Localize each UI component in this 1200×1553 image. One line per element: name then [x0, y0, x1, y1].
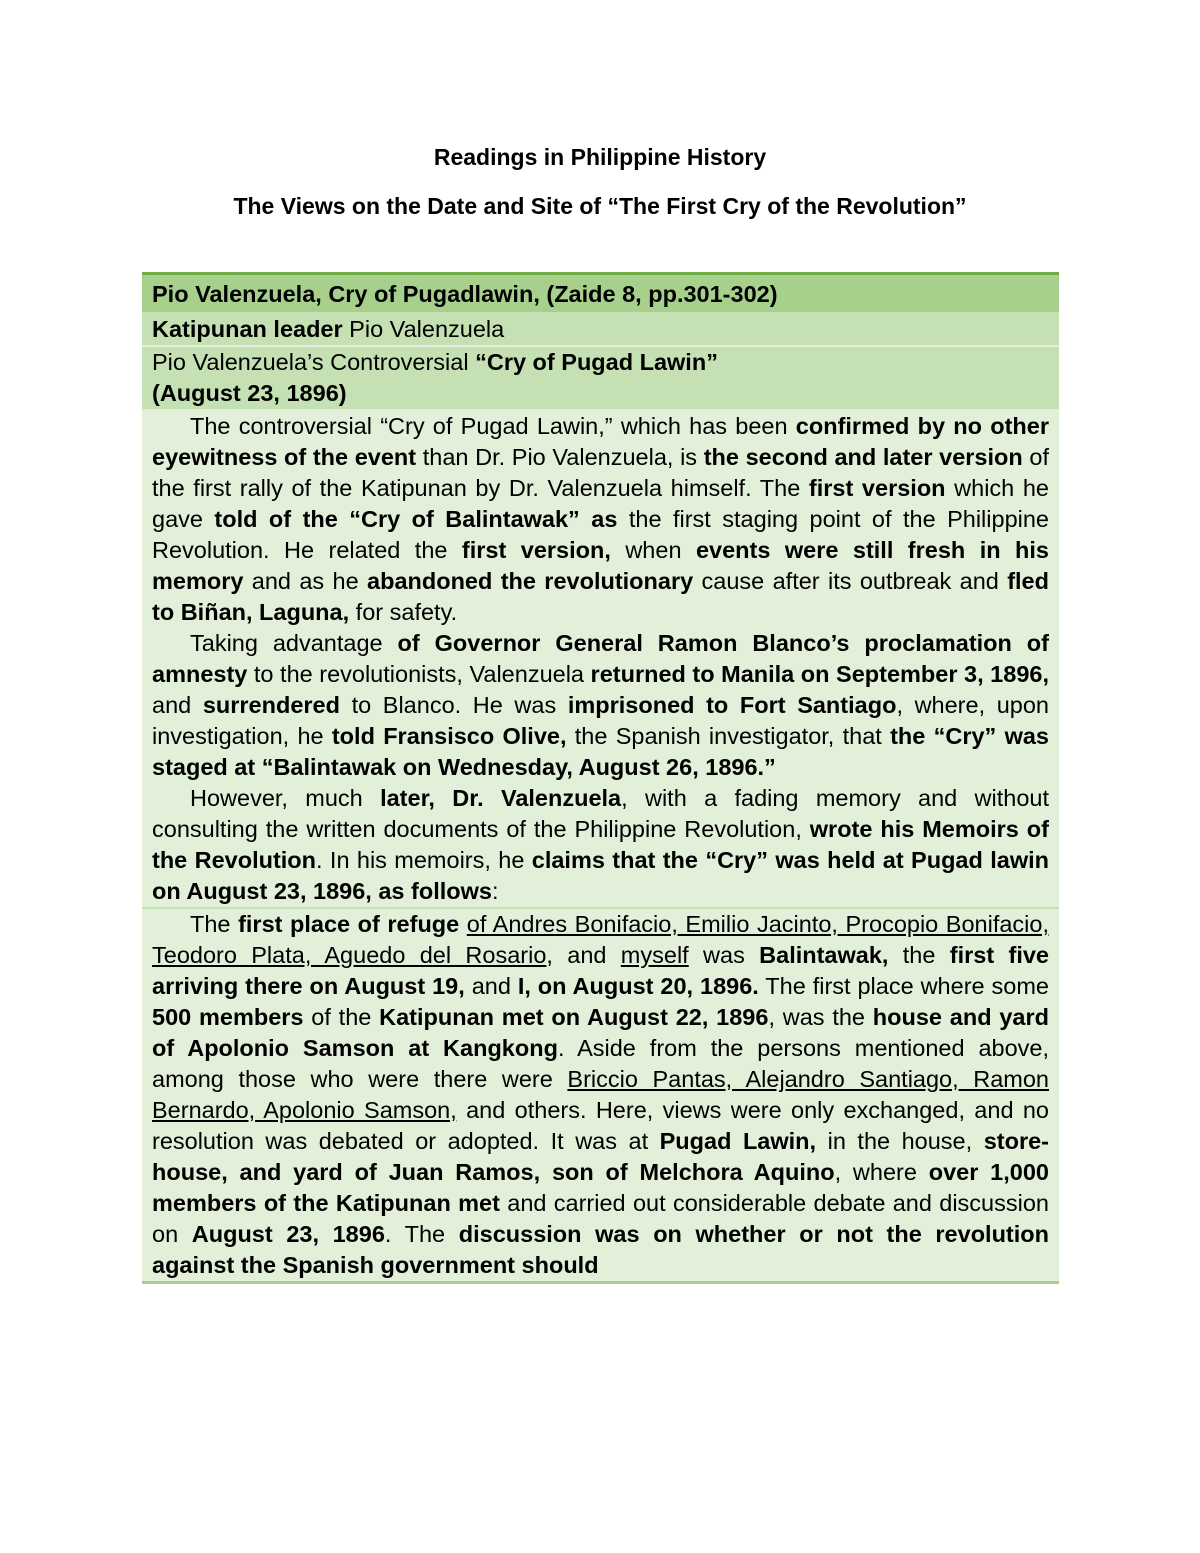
text-run-bold: first place of refuge — [238, 911, 460, 937]
text-run: and others. Here, views were only exchanged, and no resolution was debated or adopted. It was at — [152, 1097, 1049, 1154]
text-run-bold: first version — [808, 475, 946, 501]
text-run-bold: wrote his Memoirs of the Revolution — [152, 816, 1049, 873]
text-run-bold: later, Dr. Valenzuela — [380, 785, 622, 811]
text-run-bold: 500 members — [152, 1004, 304, 1030]
table-row — [142, 410, 1059, 908]
course-title: Readings in Philippine History — [433, 144, 767, 170]
text-run: Taking advantage — [190, 630, 398, 656]
text-run: and — [152, 692, 203, 718]
text-run: However, much — [190, 785, 381, 811]
cry-heading-name: “Cry of Pugad Lawin” — [475, 349, 718, 375]
text-run: . In his memoirs, he — [316, 847, 532, 873]
narrative-cell — [142, 410, 1059, 908]
text-run — [459, 911, 467, 937]
paragraph-2 — [152, 628, 1049, 783]
text-run: , with a fading memory and without consulting the written documents of the Philippine Revolution, — [152, 785, 1050, 842]
text-run-bold: house and yard of Apolonio Samson at Kangkong — [152, 1004, 1049, 1061]
text-run-bold: first five arriving there on August 19, — [152, 942, 1049, 999]
source-heading: Pio Valenzuela, Cry of Pugadlawin, (Zaide 8, pp.301-302) — [152, 281, 778, 307]
text-run: cause after its outbreak and — [693, 568, 1008, 594]
text-run: of the first rally of the Katipunan by Dr. Valenzuela himself. The — [152, 444, 1049, 501]
text-run-bold: of Governor General Ramon Blanco’s proclamation of amnesty — [152, 630, 1049, 687]
cry-heading-prefix: Pio Valenzuela’s Controversial — [152, 349, 476, 375]
text-run: was — [688, 942, 760, 968]
text-run-bold: fled to Biñan, Laguna, — [152, 568, 1049, 625]
text-run: and as he — [243, 568, 368, 594]
paragraph-1 — [152, 411, 1049, 628]
text-run: the — [888, 942, 950, 968]
source-heading-cell — [142, 274, 1059, 314]
text-run: : — [491, 878, 499, 904]
text-run-bold: events were still fresh in his memory — [152, 537, 1050, 594]
text-run-bold: confirmed by no other eyewitness of the event — [152, 413, 1049, 470]
text-run: , where, upon investigation, he — [152, 692, 1049, 749]
leader-label: Katipunan leader — [152, 316, 343, 342]
text-run: the first staging point of the Philippine Revolution. He related the — [152, 506, 1049, 563]
text-run: The — [190, 911, 239, 937]
text-run-bold: the second and later version — [703, 444, 1023, 470]
text-run-bold: imprisoned to Fort Santiago — [567, 692, 897, 718]
text-run-bold: returned to Manila on September 3, 1896, — [590, 661, 1049, 687]
text-run-bold: claims that the “Cry” was held at Pugad lawin on August 23, 1896, as follows — [152, 847, 1049, 904]
text-run-bold: I, on August 20, 1896. — [517, 973, 759, 999]
text-run: of the — [303, 1004, 380, 1030]
text-run-bold: store-house, and yard of Juan Ramos, son of Melchora Aquino — [152, 1128, 1049, 1185]
text-run-bold: abandoned the revolutionary — [367, 568, 694, 594]
topic-title: The Views on the Date and Site of “The First Cry of the Revolution” — [233, 193, 967, 219]
text-run: The controversial “Cry of Pugad Lawin,” which has been — [190, 413, 796, 439]
text-run: and — [464, 973, 518, 999]
text-run: the Spanish investigator, that — [566, 723, 891, 749]
table-row — [142, 908, 1059, 1283]
text-run: to the revolutionists, Valenzuela — [247, 661, 591, 687]
text-run: than Dr. Pio Valenzuela, is — [416, 444, 704, 470]
text-run: to Blanco. He was — [339, 692, 568, 718]
text-run: in the house, — [816, 1128, 984, 1154]
reading-table — [142, 272, 1059, 1284]
table-row — [142, 346, 1059, 410]
text-run: The first place where some — [758, 973, 1049, 999]
table-row — [142, 274, 1059, 314]
text-run-bold: over 1,000 members of the Katipunan met — [152, 1159, 1049, 1216]
cry-heading-cell — [142, 346, 1059, 410]
table-row — [142, 313, 1059, 346]
text-run: which he gave — [152, 475, 1049, 532]
text-run: , was the — [768, 1004, 873, 1030]
cry-heading-date: (August 23, 1896) — [152, 380, 347, 406]
text-run-bold: told Fransisco Olive, — [331, 723, 567, 749]
text-run-bold: Katipunan met on August 22, 1896 — [379, 1004, 769, 1030]
paragraph-4 — [152, 909, 1049, 1281]
text-run-bold: surrendered — [202, 692, 340, 718]
text-run: , and — [546, 942, 621, 968]
text-run-bold: first version, — [461, 537, 611, 563]
leader-cell — [142, 313, 1059, 346]
text-run-bold: told of the “Cry of Balintawak” as — [214, 506, 618, 532]
text-run: , where — [834, 1159, 929, 1185]
text-run: . The — [384, 1221, 459, 1247]
text-run-bold: August 23, 1896 — [191, 1221, 385, 1247]
text-run: for safety. — [349, 599, 458, 625]
text-run-bold: the “Cry” was staged at “Balintawak on Wednesday, August 26, 1896.” — [152, 723, 1049, 780]
text-run-bold: Pugad Lawin, — [659, 1128, 817, 1154]
text-run: and carried out considerable debate and discussion on — [152, 1190, 1049, 1247]
text-run-bold: discussion was on whether or not the revolution against the Spanish government should — [152, 1221, 1049, 1278]
leader-name: Pio Valenzuela — [342, 316, 505, 342]
text-run-underline: myself — [620, 942, 689, 968]
text-run: . Aside from the persons mentioned above, among those who were there were — [152, 1035, 1049, 1092]
paragraph-3 — [152, 783, 1049, 907]
text-run-bold: Balintawak, — [759, 942, 889, 968]
text-run-underline: of Andres Bonifacio, Emilio Jacinto, Procopio Bonifacio, Teodoro Plata, Aguedo del Rosario — [152, 911, 1050, 968]
text-run: when — [610, 537, 696, 563]
text-run-underline: Briccio Pantas, Alejandro Santiago, Ramon Bernardo, Apolonio Samson, — [152, 1066, 1049, 1123]
memoir-quote-cell — [142, 908, 1059, 1283]
